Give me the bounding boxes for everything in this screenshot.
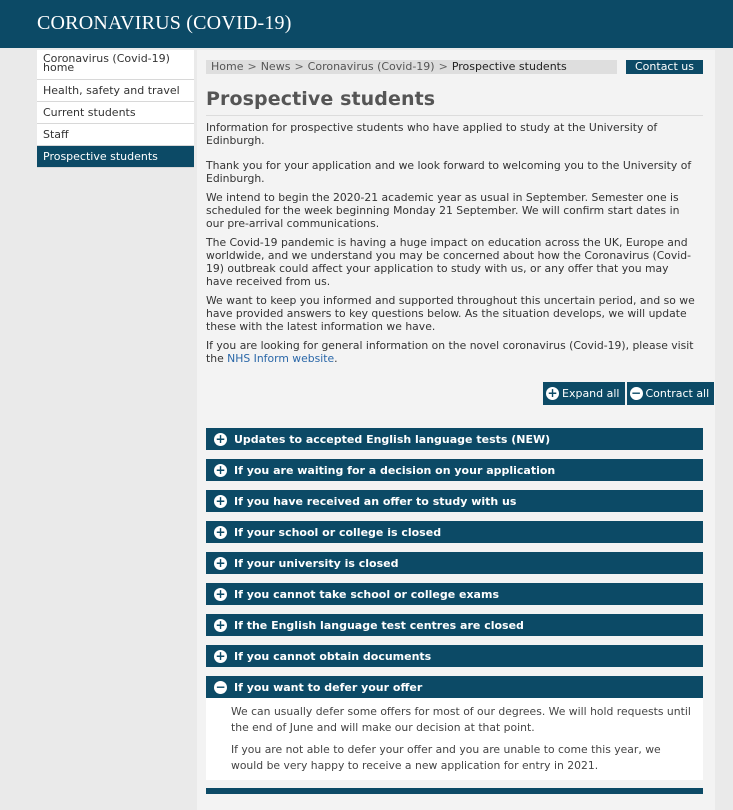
paragraph-academic-year: We intend to begin the 2020-21 academic year as usual in September. Semester one is scheduled for the week beginning Monday 21 September. We will confirm start dates in our pre-arrival communications. [206,191,680,230]
paragraph-keep-informed: We want to keep you informed and supported throughout this uncertain period, and so we have provided answers to key questions below. As the situation develops, we will update these with the latest information we have. [206,294,695,333]
accordion-received-offer[interactable] [206,490,703,512]
lead-paragraph: Information for prospective students who have applied to study at the University of Edinburgh. [206,121,658,147]
faq-accordion [206,428,703,794]
page-body [0,48,733,789]
breadcrumb-coronavirus[interactable]: Coronavirus (Covid-19) [307,60,435,73]
breadcrumb-separator: > [438,60,448,73]
accordion-title: If you cannot obtain documents [234,649,432,663]
contract-all-button[interactable] [627,382,715,405]
paragraph-pandemic-impact: The Covid-19 pandemic is having a huge impact on education across the UK, Europe and worldwide, and we understand you may be concerned about how the Coronavirus (Covid-19) outbreak could affect your application to study with us, or any offer that you may have received from us. [206,236,692,288]
plus-icon: + [215,555,226,570]
breadcrumb-separator: > [247,60,257,73]
accordion-title: If your school or college is closed [234,525,442,539]
accordion-test-centres-closed[interactable] [206,614,703,636]
accordion-defer-offer-body [206,698,703,780]
accordion-english-tests[interactable] [206,428,703,450]
accordion-school-closed[interactable] [206,521,703,543]
paragraph-thanks: Thank you for your application and we look forward to welcoming you to the University of Edinburgh. [206,159,692,185]
accordion-title: If your university is closed [234,556,399,570]
title-divider [206,115,703,116]
accordion-title: If the English language test centres are closed [234,618,524,632]
plus-icon: + [547,386,558,400]
accordion-title: If you have received an offer to study with us [234,494,517,508]
paragraph-nhs [206,339,698,365]
accordion-defer-offer[interactable] [206,676,703,698]
plus-icon: + [215,462,226,477]
defer-paragraph: We can usually defer some offers for most of our degrees. We will hold requests until the end of June and will make our decision at that point. [231,705,691,734]
accordion-waiting-decision[interactable] [206,459,703,481]
sidebar-item-covid-home[interactable]: Coronavirus (Covid-19) home [37,50,194,80]
contact-us-button[interactable]: Contact us [626,60,703,74]
nhs-text: If you are looking for general information on the novel coronavirus (Covid-19), please visit the [206,339,694,365]
sidebar-item-health-safety-travel[interactable]: Health, safety and travel [37,80,194,102]
sidebar-item-prospective-students[interactable]: Prospective students [37,146,194,168]
nhs-inform-link[interactable]: NHS Inform website [227,352,335,365]
plus-icon: + [215,617,226,632]
sidebar-item-staff[interactable]: Staff [37,124,194,146]
accordion-title: Updates to accepted English language tests (NEW) [234,432,551,446]
main-content [197,50,715,810]
accordion-university-closed[interactable] [206,552,703,574]
expand-all-label: Expand all [562,387,620,400]
accordion-title: If you want to defer your offer [234,680,423,694]
sidebar-item-current-students[interactable]: Current students [37,102,194,124]
accordion-controls [543,382,714,405]
intro-text [206,121,698,371]
plus-icon: + [215,648,226,663]
minus-icon: − [215,679,226,694]
minus-icon: − [630,386,642,400]
plus-icon: + [215,586,226,601]
nhs-period: . [334,352,338,365]
breadcrumb-home[interactable]: Home [211,60,244,73]
accordion-cannot-take-exams[interactable] [206,583,703,605]
page-title: Prospective students [206,88,436,110]
plus-icon: + [215,431,226,446]
accordion-cannot-obtain-documents[interactable] [206,645,703,667]
breadcrumb-news[interactable]: News [260,60,291,73]
accordion-title: If you are waiting for a decision on your application [234,463,556,477]
breadcrumb [206,60,617,74]
breadcrumb-current: Prospective students [451,60,567,73]
plus-icon: + [215,493,226,508]
sidebar-nav [37,50,194,168]
site-title[interactable]: CORONAVIRUS (COVID-19) [37,12,292,34]
site-header [0,0,733,48]
breadcrumb-separator: > [294,60,304,73]
accordion-title: If you cannot take school or college exams [234,587,499,601]
contract-all-label: Contract all [645,387,710,400]
expand-all-button[interactable] [543,382,625,405]
plus-icon: + [215,524,226,539]
defer-paragraph: If you are not able to defer your offer and you are unable to come this year, we would be very happy to receive a new application for entry in 2021. [231,743,661,772]
